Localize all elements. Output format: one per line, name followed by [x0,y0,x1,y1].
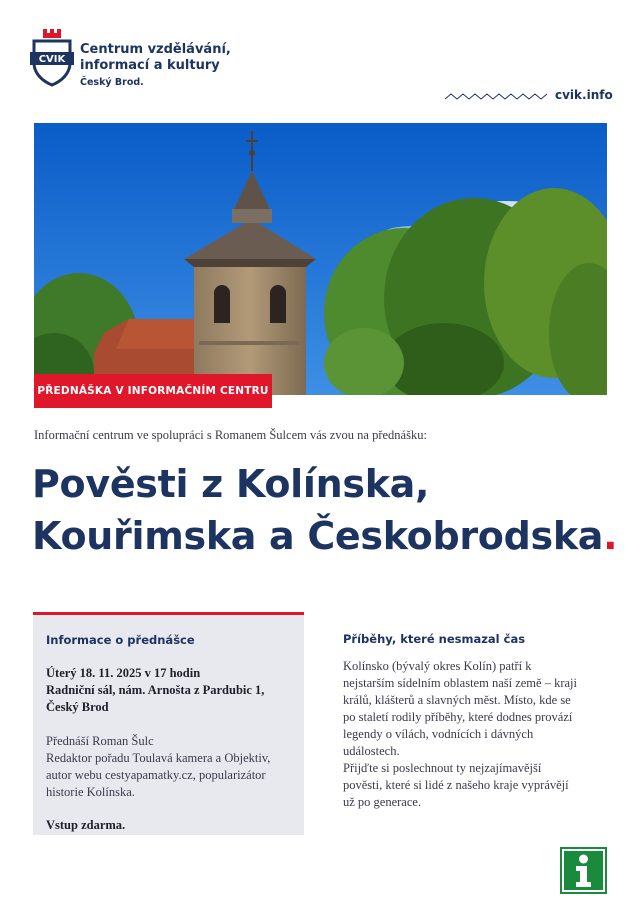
org-line-2: informací a kultury [80,58,220,73]
date-line-1: Úterý 18. 11. 2025 v 17 hodin [46,666,201,680]
church-tower-photo [34,123,607,395]
date-line-3: Český Brod [46,700,109,714]
org-line-1: Centrum vzdělávání, [80,42,231,57]
category-tag: PŘEDNÁŠKA V INFORMAČNÍM CENTRU [34,374,272,408]
story-line: králů, klášterů a slavných měst. Místo, kde se [343,693,571,707]
story-line: pověsti, které si lidé z našeho kraje vyprávějí [343,778,569,792]
organization-name [80,42,231,91]
story-line: legendy o vílách, vodnících i dávných [343,727,534,741]
date-line-2: Radniční sál, nám. Arnošta z Pardubic 1, [46,683,265,697]
info-box-heading: Informace o přednášce [46,633,195,647]
story-text [343,658,605,811]
speaker-line-4: historie Kolínska. [46,785,135,799]
story-line: po staletí rodily příběhy, které dodnes provází [343,710,573,724]
org-line-3: Český Brod. [80,77,144,88]
lecture-info-box [33,612,304,835]
story-line: událostech. [343,744,400,758]
speaker-line-1: Přednáší Roman Šulc [46,734,154,748]
speaker-line-2: Redaktor pořadu Toulavá kamera a Objektiv, [46,751,271,765]
info-sign-icon [560,847,607,894]
event-date-venue [46,665,292,716]
admission-text: Vstup zdarma. [46,818,126,832]
title-line-2-text: Kouřimska a Českobrodska [32,514,604,558]
speaker-info [46,733,292,801]
wave-line-icon [445,92,548,102]
page-title [32,458,617,562]
story-line: už po generace. [343,795,422,809]
title-dot: . [603,514,618,558]
website-link[interactable]: cvik.info [555,88,613,102]
story-line: Přijďte si poslechnout ty nejzajímavější [343,761,542,775]
title-line-1: Pověsti z Kolínska, [32,462,430,506]
story-line: Kolínsko (bývalý okres Kolín) patří k [343,659,532,673]
story-heading: Příběhy, které nesmazal čas [343,632,526,646]
svg-text:CVIK: CVIK [38,54,66,65]
story-line: nejstarším sídelním oblastem naší země – kraji [343,676,577,690]
cvik-logo-icon [30,27,74,89]
intro-text: Informační centrum ve spolupráci s Romanem Šulcem vás zvou na přednášku: [34,428,427,442]
title-line-2 [32,510,617,562]
speaker-line-3: autor webu cestyapamatky.cz, popularizátor [46,768,266,782]
